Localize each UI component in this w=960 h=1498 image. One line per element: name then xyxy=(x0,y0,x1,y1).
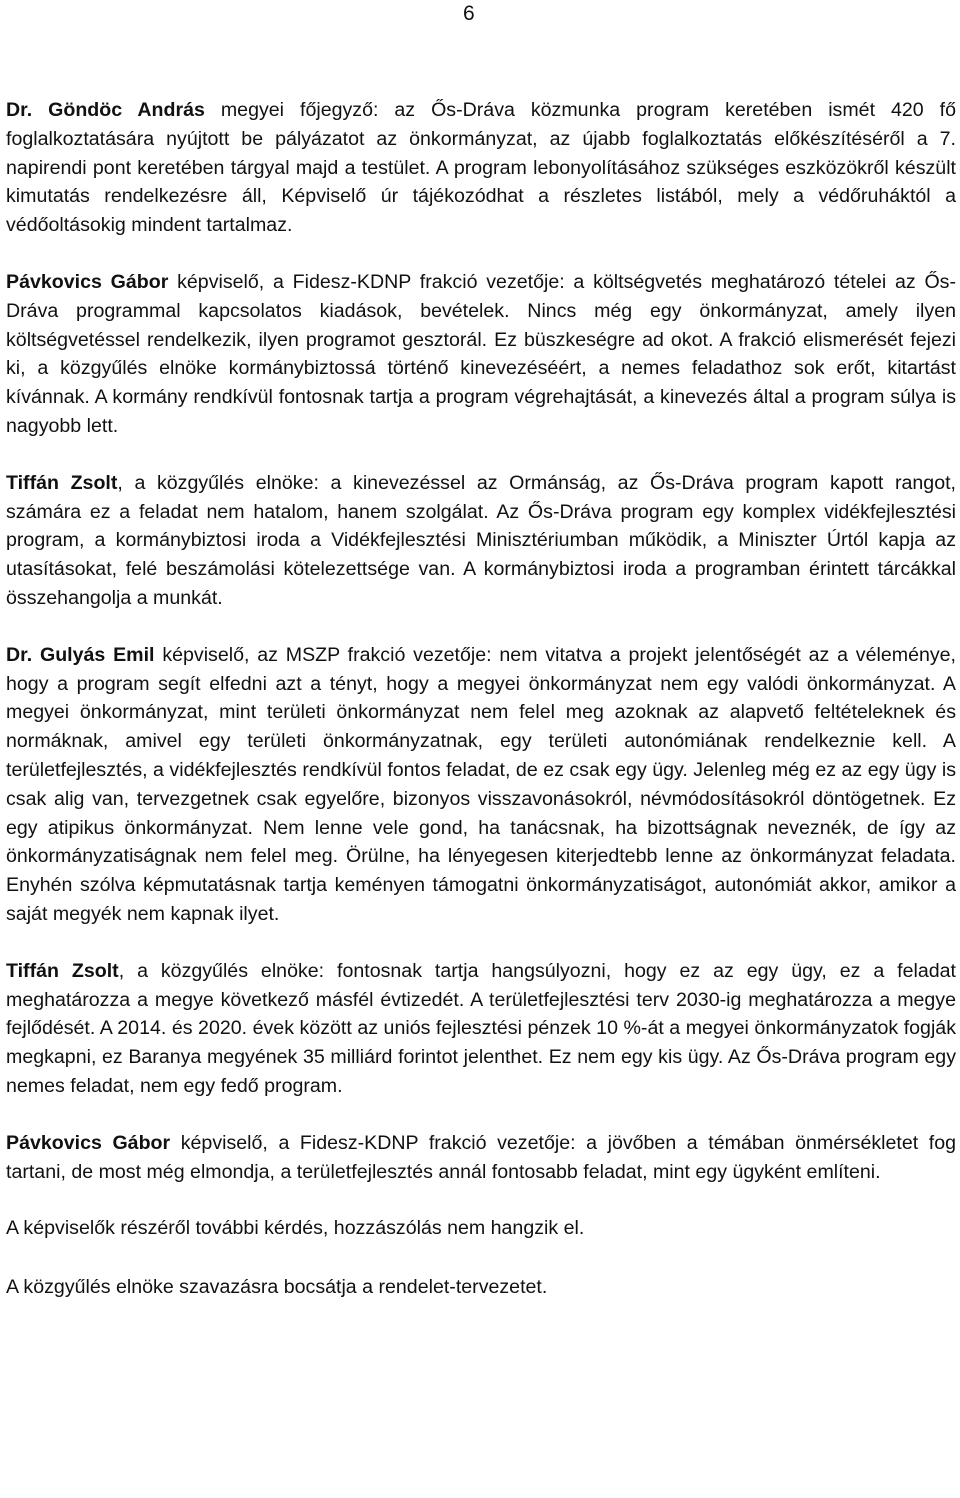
paragraph-text: megyei főjegyző: az Ős-Dráva közmunka program keretében ismét 420 fő foglalkoztatására nyújtott be pályázatot az önkormányzat, az újabb foglalkoztatás előkészítéséről a 7. napirendi pont keretében tárgyal majd a testület. A program lebonyolításához szükséges eszközökről készült kimutatás rendelkezésre áll, Képviselő úr tájékozódhat a részletes listából, mely a védőruháktól a védőoltásokig mindent tartalmaz. xyxy=(6,99,956,237)
paragraph-gondoc xyxy=(6,96,956,240)
paragraph-text: A közgyűlés elnöke szavazásra bocsátja a rendelet-tervezetet. xyxy=(6,1276,548,1299)
paragraph-text: képviselő, a Fidesz-KDNP frakció vezetője: a jövőben a témában önmérsékletet fog tartani, de most még elmondja, a területfejlesztés annál fontosabb feladat, mint egy ügyként említeni. xyxy=(6,1131,957,1183)
paragraph-pavkovics-2 xyxy=(6,1129,956,1187)
paragraph-tiffan-2 xyxy=(6,957,956,1101)
paragraph-vote xyxy=(6,1273,956,1302)
document-body xyxy=(6,96,956,1332)
paragraph-tiffan-1 xyxy=(6,469,956,613)
paragraph-gulyas xyxy=(6,641,956,929)
speaker-name: Dr. Göndöc András xyxy=(6,99,205,121)
speaker-name: Pávkovics Gábor xyxy=(6,270,169,293)
paragraph-text: , a közgyűlés elnöke: fontosnak tartja hangsúlyozni, hogy ez az egy ügy, ez a feladat meghatározza a megye következő másfél évtizedét. A területfejlesztési terv 2030-ig meghatározza a megye fejlődését. A 2014. és 2020. évek között az uniós fejlesztési pénzek 10 %-át a megyei önkormányzatok fogják megkapni, ez Baranya megyének 35 milliárd forintot jelenthet. Ez nem egy kis ügy. Az Ős-Dráva program egy nemes feladat, nem egy fedő program. xyxy=(6,959,956,1097)
paragraph-no-comments xyxy=(6,1214,956,1243)
speaker-name: Dr. Gulyás Emil xyxy=(6,643,155,666)
page-number: 6 xyxy=(463,2,475,25)
speaker-name: Tiffán Zsolt xyxy=(6,959,119,982)
paragraph-pavkovics-1 xyxy=(6,268,956,441)
paragraph-text: , a közgyűlés elnöke: a kinevezéssel az Ormánság, az Ős-Dráva program kapott rangot, számára ez a feladat nem hatalom, hanem szolgálat. Az Ős-Dráva program egy komplex vidékfejlesztési program, a kormánybiztosi iroda a Vidékfejlesztési Minisztériumban működik, a Miniszter Úrtól kapja az utasításokat, felé beszámolási kötelezettsége van. A kormánybiztosi iroda a programban érintett tárcákkal összehangolja a munkát. xyxy=(6,471,956,609)
paragraph-text: A képviselők részéről további kérdés, hozzászólás nem hangzik el. xyxy=(6,1217,585,1240)
paragraph-text: képviselő, az MSZP frakció vezetője: nem vitatva a projekt jelentőségét az a véleménye, hogy a program segít elfedni azt a tényt, hogy a megyei önkormányzat nem egy valódi önkormányzat. A megyei önkormányzat, mint területi önkormányzat nem felel meg azoknak az alapvető feltételeknek és normáknak, amivel egy területi önkormányzatnak, egy területi autonómiának rendelkeznie kell. A területfejlesztés, a vidékfejlesztés rendkívül fontos feladat, de ez csak egy ügy. Jelenleg még ez az egy ügy is csak alig van, tervezgetnek csak egyelőre, bizonyos visszavonásokról, névmódosításokról döntögetnek. Ez egy atipikus önkormányzat. Nem lenne vele gond, ha tanácsnak, ha bizottságnak neveznék, de így az önkormányzatiságnak nem felel meg. Örülne, ha lényegesen kiterjedtebb lenne az önkormányzat feladata. Enyhén szólva képmutatásnak tartja keményen támogatni önkormányzatiságot, autonómiát akkor, amikor a saját megyék nem kapnak ilyet. xyxy=(6,643,957,925)
speaker-name: Tiffán Zsolt xyxy=(6,471,118,494)
speaker-name: Pávkovics Gábor xyxy=(6,1131,171,1154)
paragraph-text: képviselő, a Fidesz-KDNP frakció vezetője: a költségvetés meghatározó tételei az Ős-Dráva programmal kapcsolatos kiadások, bevételek. Nincs még egy önkormányzat, amely ilyen költségvetéssel rendelkezik, ilyen programot gesztorál. Ez büszkeségre ad okot. A frakció elismerését fejezi ki, a közgyűlés elnöke kormánybiztossá történő kinevezéséért, a nemes feladathoz sok erőt, kitartást kívánnak. A kormány rendkívül fontosnak tartja a program végrehajtását, a kinevezés által a program súlya is nagyobb lett. xyxy=(6,270,957,437)
